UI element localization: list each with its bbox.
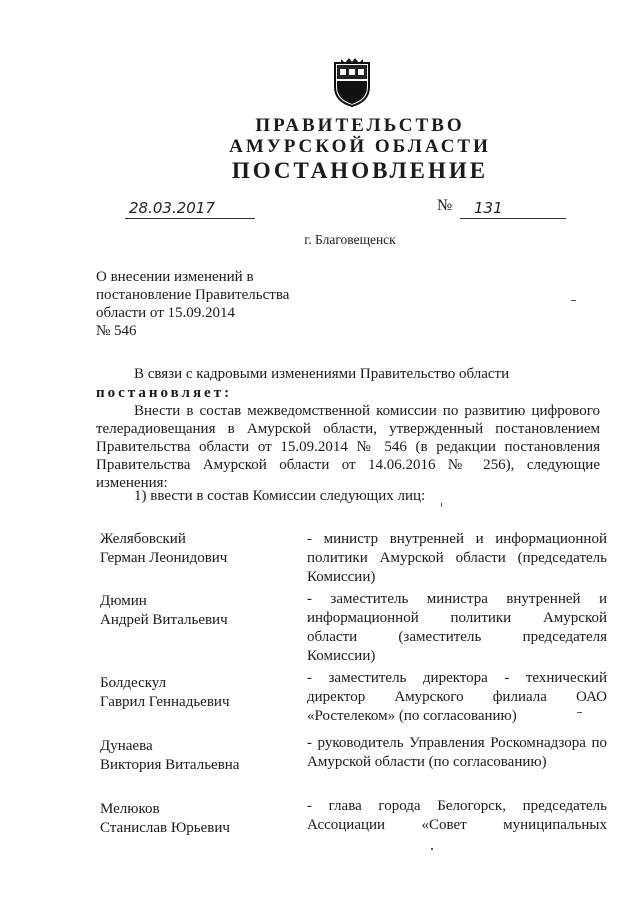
role-line: директор Амурского филиала ОАО xyxy=(307,689,607,705)
document-type: ПОСТАНОВЛЕНИЕ xyxy=(231,158,489,183)
subject-block xyxy=(96,268,289,340)
number-field xyxy=(460,198,566,219)
member-given-names: Андрей Витальевич xyxy=(100,612,228,628)
handwritten-number: 131 xyxy=(474,199,503,217)
member-role xyxy=(307,590,607,666)
member-surname: Мелюков xyxy=(100,801,160,817)
role-line: - руководитель Управления Роскомнадзора по xyxy=(307,735,607,751)
role-line: «Ростелеком» (по согласованию) xyxy=(307,708,517,724)
date-field xyxy=(125,198,255,219)
member-name xyxy=(100,674,230,712)
member-name xyxy=(100,737,239,775)
scan-speck xyxy=(571,300,576,301)
city-name: г. Благовещенск xyxy=(304,232,396,247)
member-given-names: Гаврил Геннадьевич xyxy=(100,694,230,710)
role-line: - министр внутренней и информационной xyxy=(307,531,607,547)
paragraph-line: телерадиовещания в Амурской области, утвержденный постановлением xyxy=(96,421,600,437)
number-sign: № xyxy=(437,197,453,214)
member-role xyxy=(307,669,607,726)
member-surname: Желябовский xyxy=(100,531,186,547)
paragraph-line: Правительства Амурской области от 14.06.2016 № 256), следующие xyxy=(96,457,600,473)
scan-speck xyxy=(577,712,582,713)
role-line: - глава города Белогорск, председатель xyxy=(307,798,607,814)
member-name xyxy=(100,800,230,838)
member-role xyxy=(307,530,607,587)
member-given-names: Виктория Витальевна xyxy=(100,757,240,773)
subject-line: О внесении изменений в xyxy=(96,269,254,285)
member-role xyxy=(307,797,607,835)
member-surname: Дюмин xyxy=(100,593,147,609)
scan-speck xyxy=(431,848,433,850)
paragraph-line: Правительства области от 15.09.2014 № 546 (в редакции постановления xyxy=(96,439,600,455)
role-line: информационной политики Амурской xyxy=(307,610,607,626)
role-line: - заместитель директора - технический xyxy=(307,670,607,686)
paragraph-line: Внести в состав межведомственной комиссии по развитию цифрового xyxy=(134,403,600,419)
scan-speck xyxy=(441,503,442,507)
member-role xyxy=(307,734,607,772)
paragraph-line: изменения: xyxy=(96,475,168,491)
member-given-names: Станислав Юрьевич xyxy=(100,820,230,836)
handwritten-date: 28.03.2017 xyxy=(129,199,215,217)
role-line: Ассоциации «Совет муниципальных xyxy=(307,817,607,833)
coat-of-arms-emblem xyxy=(331,57,373,107)
role-line: Амурской области (по согласованию) xyxy=(307,754,547,770)
org-name-line1: ПРАВИТЕЛЬСТВО xyxy=(255,115,465,136)
member-name xyxy=(100,530,227,568)
member-given-names: Герман Леонидович xyxy=(100,550,228,566)
role-line: Комиссии) xyxy=(307,648,376,664)
member-surname: Дунаева xyxy=(100,738,153,754)
subject-line: постановление Правительства xyxy=(96,287,290,303)
subject-line: области от 15.09.2014 xyxy=(96,305,235,321)
org-name-line2: АМУРСКОЙ ОБЛАСТИ xyxy=(229,136,491,157)
list-item-1: 1) ввести в состав Комиссии следующих лиц: xyxy=(134,488,426,504)
member-surname: Болдескул xyxy=(100,675,167,691)
role-line: Комиссии) xyxy=(307,569,376,585)
body-paragraph xyxy=(96,402,600,492)
role-line: - заместитель министра внутренней и xyxy=(307,591,607,607)
decree-word: постановляет: xyxy=(96,385,233,401)
intro-text: В связи с кадровыми изменениями Правительство области xyxy=(134,366,510,382)
role-line: политики Амурской области (председатель xyxy=(307,550,607,566)
member-name xyxy=(100,592,228,630)
subject-line: № 546 xyxy=(96,323,137,339)
role-line: области (заместитель председателя xyxy=(307,629,607,645)
